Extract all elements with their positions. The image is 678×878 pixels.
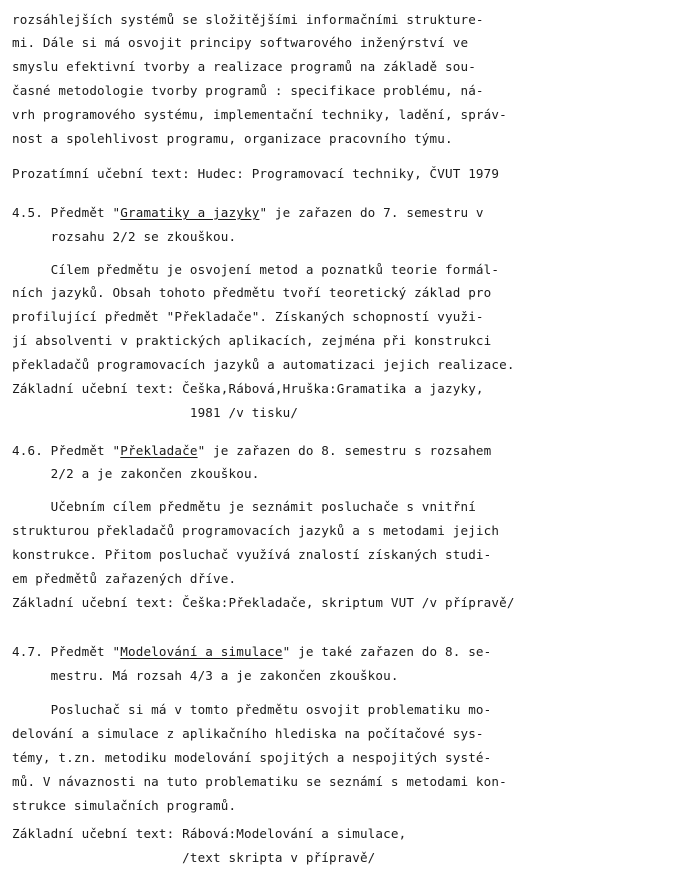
- text-line: /text skripta v přípravě/: [12, 850, 376, 865]
- text-line: 2/2 a je zakončen zkouškou.: [12, 466, 260, 481]
- course-title-prekladace: Překladače: [120, 443, 198, 458]
- text-line: mestru. Má rozsah 4/3 a je zakončen zkouškou.: [12, 668, 399, 683]
- text-line: překladačů programovacích jazyků a automatizaci jejich realizace.: [12, 357, 515, 372]
- text-line: Posluchač si má v tomto předmětu osvojit problematiku mo-: [12, 702, 492, 717]
- text-line: vrh programového systému, implementační techniky, ladění, správ-: [12, 107, 507, 122]
- text-line: nost a spolehlivost programu, organizace pracovního týmu.: [12, 131, 453, 146]
- course-title-gramatiky-a-jazyky: Gramatiky a jazyky: [120, 205, 260, 220]
- text-line: časné metodologie tvorby programů : specifikace problému, ná-: [12, 83, 484, 98]
- text-line: Základní učební text: Češka,Rábová,Hruška:Gramatika a jazyky,: [12, 381, 484, 396]
- text-line: profilující předmět "Překladače". Získaných schopností využi-: [12, 309, 484, 324]
- text-line: rozsahu 2/2 se zkouškou.: [12, 229, 237, 244]
- text-line: Základní učební text: Češka:Překladače, skriptum VUT /v přípravě/: [12, 595, 515, 610]
- text-line: Základní učební text: Rábová:Modelování a simulace,: [12, 826, 407, 841]
- text-line: témy, t.zn. metodiku modelování spojitých a nespojitých systé-: [12, 750, 492, 765]
- text-line: jí absolventi v praktických aplikacích, zejména při konstrukci: [12, 333, 492, 348]
- text-line: 1981 /v tisku/: [12, 405, 299, 420]
- text-line: em předmětů zařazených dříve.: [12, 571, 237, 586]
- heading-prefix: 4.6. Předmět ": [12, 443, 121, 458]
- section-heading-4-6: [12, 443, 491, 459]
- heading-prefix: 4.7. Předmět ": [12, 644, 121, 659]
- text-line: Prozatímní učební text: Hudec: Programovací techniky, ČVUT 1979: [12, 166, 500, 181]
- text-line: konstrukce. Přitom posluchač využívá znalostí získaných studi-: [12, 547, 492, 562]
- text-line: strukce simulačních programů.: [12, 798, 237, 813]
- section-heading-4-7: [12, 644, 491, 660]
- text-line: rozsáhlejších systémů se složitějšími informačními strukture-: [12, 12, 484, 27]
- heading-suffix: " je zařazen do 8. semestru s rozsahem: [197, 443, 492, 458]
- text-line: Učebním cílem předmětu je seznámit posluchače s vnitřní: [12, 499, 476, 514]
- text-line: delování a simulace z aplikačního hlediska na počítačové sys-: [12, 726, 484, 741]
- heading-prefix: 4.5. Předmět ": [12, 205, 121, 220]
- text-line: Cílem předmětu je osvojení metod a poznatků teorie formál-: [12, 262, 500, 277]
- text-line: mů. V návaznosti na tuto problematiku se seznámí s metodami kon-: [12, 774, 507, 789]
- course-title-modelovani-a-simulace: Modelování a simulace: [120, 644, 283, 659]
- text-line: ních jazyků. Obsah tohoto předmětu tvoří teoretický základ pro: [12, 285, 492, 300]
- heading-suffix: " je také zařazen do 8. se-: [282, 644, 492, 659]
- section-heading-4-5: [12, 205, 484, 221]
- text-line: strukturou překladačů programovacích jazyků a s metodami jejich: [12, 523, 500, 538]
- text-line: smyslu efektivní tvorby a realizace programů na základě sou-: [12, 59, 476, 74]
- text-line: mi. Dále si má osvojit principy softwarového inženýrství ve: [12, 35, 469, 50]
- heading-suffix: " je zařazen do 7. semestru v: [259, 205, 484, 220]
